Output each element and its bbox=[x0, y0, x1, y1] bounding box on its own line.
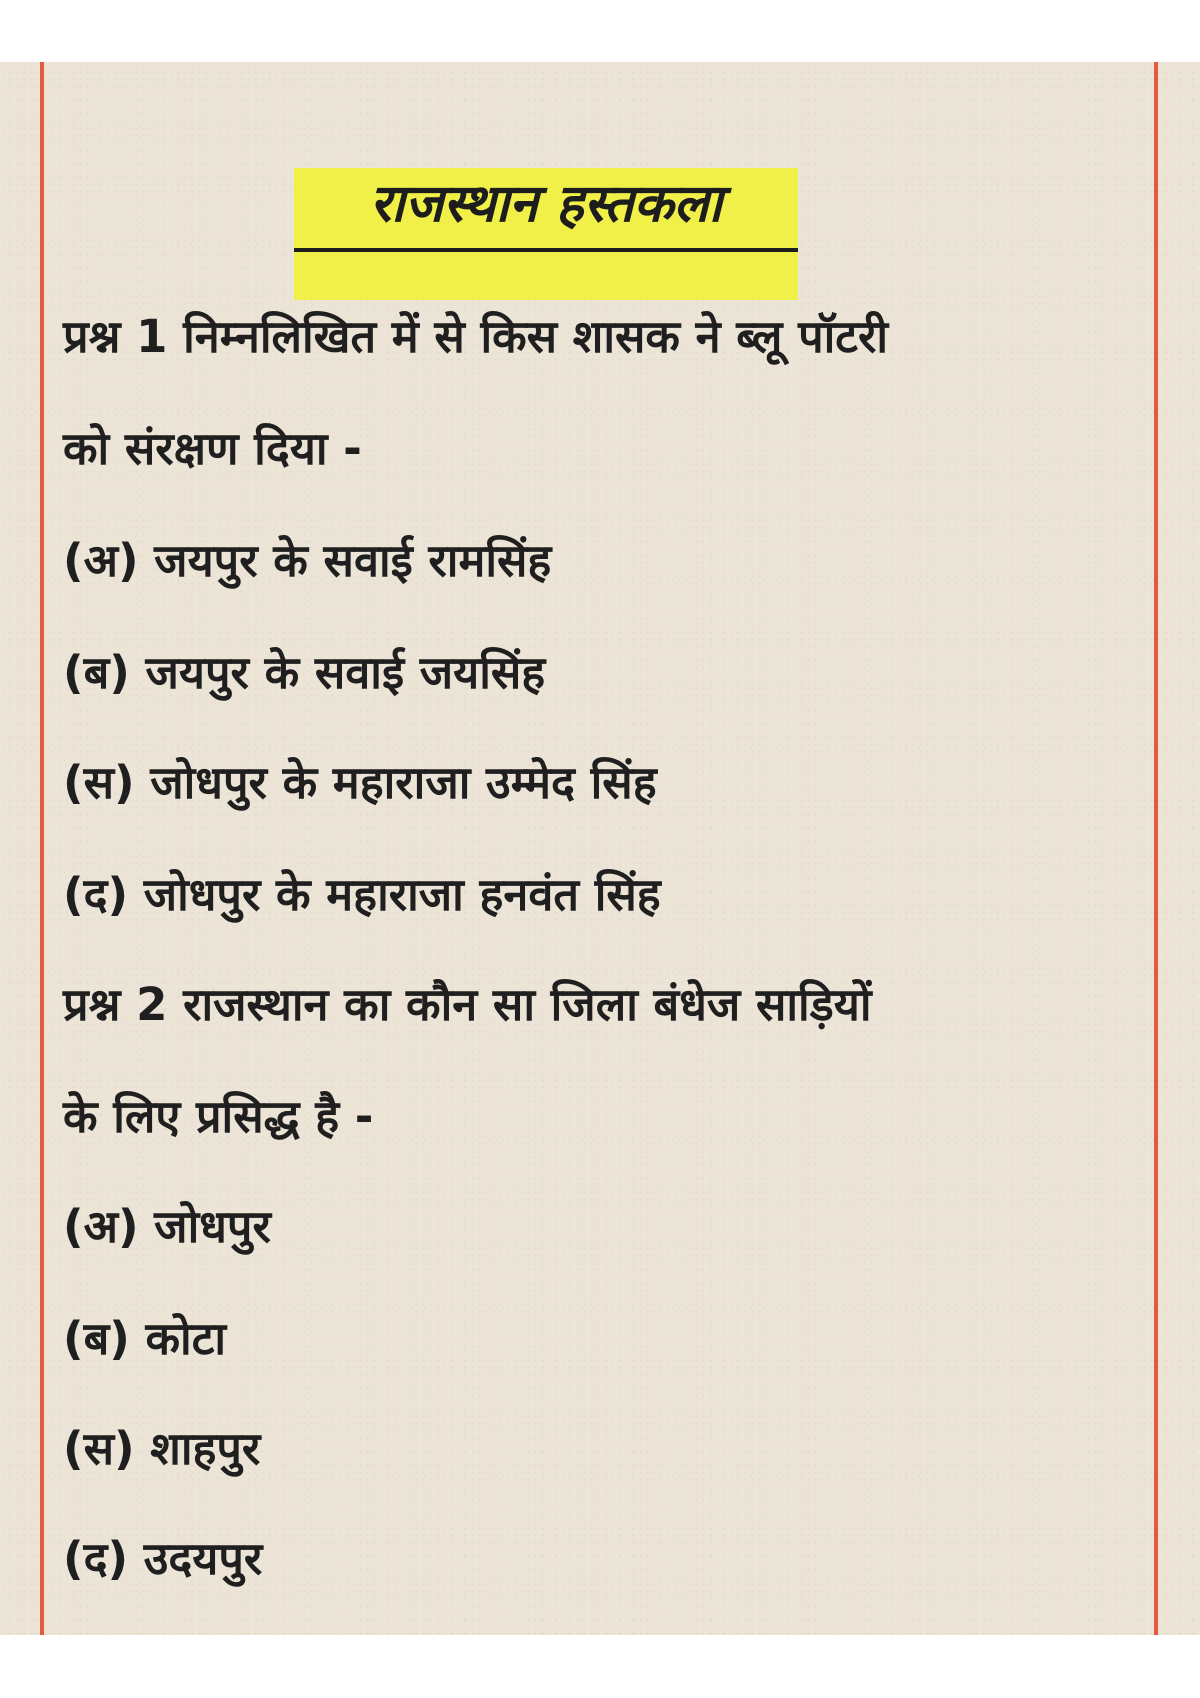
title-highlight bbox=[294, 168, 798, 300]
question-1-option-b: (ब) जयपुर के सवाई जयसिंह bbox=[63, 646, 546, 699]
question-2-line-1: प्रश्न 2 राजस्थान का कौन सा जिला बंधेज साड़ियों bbox=[63, 978, 872, 1031]
question-2-option-a: (अ) जोधपुर bbox=[63, 1200, 271, 1253]
question-1-line-1: प्रश्न 1 निम्नलिखित में से किस शासक ने ब्लू पॉटरी bbox=[63, 310, 889, 363]
notebook-page bbox=[0, 62, 1200, 1635]
question-1-option-a: (अ) जयपुर के सवाई रामसिंह bbox=[63, 534, 552, 587]
question-2-line-2: के लिए प्रसिद्ध है - bbox=[63, 1090, 374, 1143]
page-title: राजस्थान हस्तकला bbox=[369, 174, 723, 234]
question-1-line-2: को संरक्षण दिया - bbox=[63, 422, 362, 475]
question-2-option-d: (द) उदयपुर bbox=[63, 1532, 263, 1585]
left-margin-line bbox=[40, 62, 44, 1635]
question-1-option-c: (स) जोधपुर के महाराजा उम्मेद सिंह bbox=[63, 756, 657, 809]
question-2-option-c: (स) शाहपुर bbox=[63, 1422, 261, 1475]
question-1-option-d: (द) जोधपुर के महाराजा हनवंत सिंह bbox=[63, 868, 661, 921]
right-margin-line bbox=[1154, 62, 1158, 1635]
question-2-option-b: (ब) कोटा bbox=[63, 1312, 227, 1365]
title-underline bbox=[294, 248, 798, 252]
